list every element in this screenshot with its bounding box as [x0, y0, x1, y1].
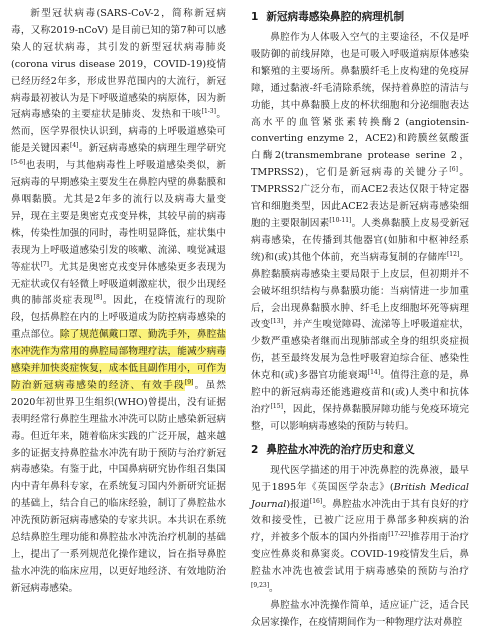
text-run: 。 — [269, 583, 279, 595]
section-title: 新冠病毒感染鼻腔的病理机制 — [266, 11, 405, 23]
text-run: 也表明，与其他病毒性上呼吸道感染类似，新冠病毒的早期感染主要发生在鼻腔内壁的鼻黏膜和鼻咽黏膜。尤其是2年多的流行以及病毒大量变异，现在主要是奥密克戎变异株，其较早前的病毒株，传染性加强的同时，毒性明显降低，症状集中表现为上呼吸道感染引发的咳嗽、流涕、嗅觉减退等症状 — [11, 160, 226, 273]
citation[interactable]: [13] — [270, 318, 283, 326]
text-run: ，因此，保持鼻黏膜屏障功能与免疫环境完整，可以影响病毒感染的预防与转归。 — [251, 403, 470, 432]
introduction-paragraph — [11, 6, 226, 598]
right-column — [251, 6, 469, 632]
text-run: 。因此，在疫情流行的现阶段，包括鼻腔在内的上呼吸道成为防控病毒感染的重点部位。 — [11, 295, 227, 341]
text-run: ，并产生嗅觉障碍、流涕等上呼吸道症状，少数严重感染者继而出现肺部或全身的组织炎症损伤，甚至最终发展为急性呼吸窘迫综合征、感染性休克和(或)多器官功能衰竭 — [251, 319, 470, 382]
citation[interactable]: [12] — [446, 250, 460, 258]
citation[interactable]: [1-3] — [201, 108, 216, 116]
citation[interactable]: [4] — [70, 142, 79, 150]
left-column — [11, 6, 226, 598]
citation[interactable]: [5-6] — [11, 158, 26, 166]
text-run: 。鼻腔黏膜病毒感染主要局限于上皮层，但初期并不会破坏组织结构与鼻黏膜功能：当病情进一步加重后，会出现鼻黏膜水肿、纤毛上皮细胞坏死等病理改变 — [251, 251, 470, 331]
text-run: 鼻腔盐水冲洗操作简单，适应证广泛，适合民众居家操作，在疫情期间作为一种物理疗法对鼻腔 — [251, 600, 469, 628]
citation[interactable]: [10-11] — [329, 216, 352, 224]
section1-paragraph — [251, 30, 469, 436]
text-run: 现代医学描述的用于冲洗鼻腔的洗鼻液，最早见于1895年《英国医学杂志》( — [251, 464, 469, 493]
citation[interactable]: [16] — [309, 497, 323, 505]
highlighted-text[interactable]: 除了规范佩戴口罩、勤洗手外，鼻腔盐水冲洗作为常用的鼻腔局部物理疗法，能减少病毒感染并加快炎症恢复，成本低且副作用小，可作为防治新冠病毒感染的经济、有效手段 — [11, 329, 226, 391]
text-run: 。尤其是奥密克戎变异体感染更多表现为无症状或仅有轻微上呼吸道刺激症状，很少出现经典的肺部炎症表现 — [11, 261, 226, 307]
text-run: 。人类鼻黏膜上皮易受新冠病毒感染，在传播到其他器官(如肺和中枢神经系统)和(或)其他个体前，充当病毒复制的存储库 — [251, 217, 469, 263]
citation[interactable]: [9] — [184, 378, 194, 386]
text-run: 。TMPRSS2广泛分布，而ACE2表达仅限于特定器官和细胞类型，因此ACE2表达是新冠病毒感染细胞的主要限制因素 — [251, 167, 469, 229]
citation[interactable]: [14] — [367, 368, 381, 376]
citation[interactable]: [8] — [93, 294, 103, 302]
journal-name: British Medical Journal — [251, 481, 469, 510]
text-run: 推荐用于治疗变应性鼻炎和鼻窦炎。COVID-19疫情发生后，鼻腔盐水冲洗也被尝试用于病毒感染的预防与治疗 — [251, 532, 470, 578]
text-run: 。然而，医学界很快认识到，病毒的上呼吸道感染可能是关键因素 — [11, 109, 227, 155]
section-title: 鼻腔盐水冲洗的治疗历史和意义 — [266, 443, 415, 456]
text-run: 。虽然2020年初世界卫生组织(WHO)曾提出，没有证据表明经常行鼻腔生理盐水冲洗可以防止感染新冠病毒。但近年来，随着临床实践的广泛开展，越来越多的证据支持鼻腔盐水冲洗有助于预防与治疗新冠病毒感染。有鉴于此，中国鼻病研究协作组召集国内中青年鼻科专家，在系统复习国内外新研究证据的基础上，结合自己的临床经验，制订了鼻腔盐水冲洗预防新冠病毒感染的专家共识。本共识在系统总结鼻腔生理功能和鼻腔盐水冲洗治疗机制的基础上，提出了一系列规范化操作建议，旨在指导鼻腔盐水冲洗的临床应用，以更好地经济、有效地防治新冠病毒感染。 — [11, 379, 227, 594]
section2-paragraph-2 — [251, 598, 469, 632]
text-run: 。鼻腔盐水冲洗由于其有良好的疗效和接受性，已被广泛应用于鼻部多种疾病的治疗，并被多个版本的国内外指南 — [251, 498, 469, 544]
text-run: 。新冠病毒感染的病理生理学研究 — [78, 143, 226, 155]
citation[interactable]: [9,23] — [251, 581, 270, 589]
citation[interactable]: [7] — [40, 260, 49, 268]
citation[interactable]: [17-22] — [388, 531, 411, 539]
text-run: 。值得注意的是，鼻腔中的新冠病毒还能逃避疫苗和(或)人类中和抗体治疗 — [251, 370, 469, 415]
section-heading — [251, 442, 469, 458]
section-number: 1 — [251, 11, 259, 23]
text-run: )报道 — [286, 498, 310, 510]
citation[interactable]: [15] — [270, 402, 283, 410]
text-run: 新型冠状病毒(SARS-CoV-2，简称新冠病毒，又称2019-nCoV) 是目前已知的第7种可以感染人的冠状病毒，其引发的新型冠状病毒肺炎(corona virus disease 2019，COVID-19)疫情已经历经2年多，形成世界范围内的大流行，新冠病毒最初被认为是下呼吸道感染的病原体，因为新冠病毒感染的主要症状是肺炎、发热和干咳 — [11, 8, 226, 121]
text-run: 鼻腔作为人体吸入空气的主要途径，不仅是呼吸防御的前线屏障，也是可吸入呼吸道病原体感染和繁殖的主要场所。鼻黏膜纤毛上皮构建的免疫屏障，通过黏液-纤毛清除系统，保持着鼻腔的清洁与功能，其中鼻黏膜上皮的杯状细胞和分泌细胞表达高水平的血管紧张素转换酶2 (angiotensin-converting enzyme 2，ACE2)和跨膜丝氨酸蛋白酶2(transmembrane protease serine 2，TMPRSS2)，它们是新冠病毒的关键分子 — [251, 32, 469, 179]
citation[interactable]: [6] — [449, 166, 458, 174]
section2-paragraph — [251, 463, 469, 598]
section-heading — [251, 9, 469, 25]
section-number: 2 — [251, 443, 259, 456]
